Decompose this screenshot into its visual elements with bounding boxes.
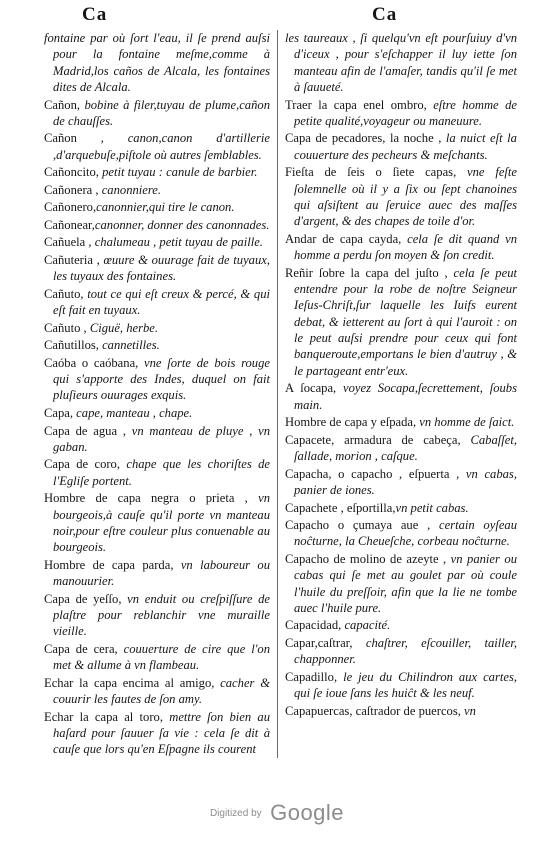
entry-definition: vn laboureur ou manouurier. <box>53 557 270 589</box>
entry-definition: cela ſe dit quand vn homme a perdu ſon moyen & ſon credit. <box>294 231 517 263</box>
entry-definition: chalumeau , petit tuyau de paille. <box>91 235 263 250</box>
entry-definition: le jeu du Chilindron aux cartes, qui ſe ioue ſans les huiĉt & les neuf. <box>294 669 517 701</box>
entry-headword: Capa de pecadores, la noche , <box>285 131 442 146</box>
dictionary-entry <box>285 164 517 229</box>
entry-headword: Capacho de molino de azeyte , <box>285 551 447 566</box>
dictionary-entry <box>44 182 270 198</box>
entry-definition: voyez Socapa,ſecrettement, ſoubs main. <box>294 381 518 412</box>
entry-headword: Capa de coro, <box>44 457 121 472</box>
entry-headword: Capacidad, <box>285 618 342 633</box>
dictionary-entry <box>44 252 270 285</box>
dictionary-entry <box>285 551 517 616</box>
entry-headword: Reñir ſobre la capa del juſto , <box>285 265 448 280</box>
dictionary-entry <box>285 231 517 264</box>
entry-headword: Capachete , eſportilla, <box>285 500 396 515</box>
entry-headword: Capa, <box>44 406 74 420</box>
dictionary-entry <box>285 130 517 163</box>
google-wordmark: Google <box>270 800 345 825</box>
dictionary-entry <box>44 456 270 489</box>
entry-definition: cannetilles. <box>98 338 160 353</box>
entry-definition: cape, manteau , chape. <box>73 406 193 420</box>
entry-definition: capacité. <box>341 618 391 633</box>
entry-definition: canonner, donner des canonnades. <box>94 217 270 232</box>
entry-headword: Echar la capa al toro, <box>44 709 163 724</box>
entry-headword: Capadillo, <box>285 669 338 684</box>
entry-definition: la nuict eſt la couuerture des pecheurs & meſchants. <box>294 131 517 162</box>
entry-headword: Hombre de capa negra o prieta , <box>44 491 248 506</box>
entry-definition: canon,canon d'artillerie ,d'arquebuſe,piſtole où autres ſemblables. <box>53 131 271 162</box>
dictionary-entry <box>44 234 270 250</box>
entry-headword: Hombre de capa y eſpada, <box>285 415 417 430</box>
entry-headword: Capapuercas, caſtrador de puercos, <box>285 703 461 718</box>
entry-headword: Capa de agua , <box>44 423 126 438</box>
entry-definition: tout ce qui eſt creux & percé, & qui eſt fait en tuyaux. <box>53 286 270 318</box>
digitized-by-label: Digitized by <box>209 807 262 819</box>
dictionary-entry <box>285 265 517 379</box>
entry-definition: canonnier,qui tire le canon. <box>96 200 235 215</box>
dictionary-entry <box>44 709 270 758</box>
entry-definition: fontaine par où ſort l'eau, il ſe prend auſsi pour la fontaine meſme,comme à Madrid,los caños de Alcala, les fontaines dites de Alcala. <box>44 31 270 95</box>
entry-definition: vn bourgeois,à cauſe qu'il porte vn manteau noir,pour eſtre couleur plus conuenable au bourgeois. <box>53 491 270 555</box>
entry-headword: Capa de yeſſo, <box>44 591 122 606</box>
dictionary-entry <box>44 130 270 163</box>
entry-headword: Cañoncito, <box>44 165 99 180</box>
entry-headword: Hombre de capa parda, <box>44 557 174 572</box>
entry-headword: Capa de cera, <box>44 641 118 656</box>
entry-definition: vn petit cabas. <box>395 500 469 515</box>
dictionary-entry <box>285 380 517 413</box>
dictionary-entry <box>44 557 270 590</box>
dictionary-entry <box>285 432 517 465</box>
entry-definition: cela ſe peut entendre pour la robe de noſtre Seigneur Ieſus-Chriſt,ſur laquelle les Iuifs eurent debat, & ietterent au ſort à qui l'auroit : on le peut auſsi prendre pour ceux qui font banqueroute,emportans le bien d'autruy , & le partageant entr'eux. <box>294 265 517 378</box>
dictionary-entry <box>285 500 517 516</box>
dictionary-entry <box>44 675 270 708</box>
column-divider <box>277 30 278 758</box>
entry-headword: Cañuteria , <box>44 252 100 267</box>
dictionary-entry <box>44 591 270 640</box>
entry-definition: bobine à filer,tuyau de plume,cañon de chauſſes. <box>53 97 270 128</box>
entry-headword: Cañonera , <box>44 182 99 197</box>
entry-definition: vne feſte ſolemnelle où il y a ſix ou ſept chanoines qui aſsiſtent au ſeruice auec des maſſes d'argent, & des chapes de toile d'or. <box>294 165 517 229</box>
entry-headword: Cañuela , <box>44 235 92 250</box>
dictionary-entry <box>44 641 270 674</box>
dictionary-entry <box>285 669 517 702</box>
entry-definition: mettre ſon bien au haſard pour ſauuer ſa vie : cela ſe dit à cauſe que lors qu'en Eſpagne ils courent <box>53 709 270 757</box>
dictionary-entry <box>285 414 517 430</box>
dictionary-entry <box>44 217 270 233</box>
dictionary-entry <box>44 405 270 421</box>
entry-headword: Caóba o caóbana, <box>44 355 139 370</box>
entry-definition: chape que les choriſtes de l'Egliſe portent. <box>53 457 270 488</box>
digitization-footer <box>0 800 554 826</box>
entry-definition: chaſtrer, eſcouiller, tailler, chapponner. <box>294 636 517 667</box>
dictionary-entry <box>285 635 517 668</box>
entry-definition: cacher & couurir les fautes de ſon amy. <box>53 675 270 707</box>
dictionary-entry <box>44 355 270 404</box>
entry-definition: Cabaſſet, ſallade, morion , caſque. <box>294 432 517 464</box>
dictionary-entry <box>44 97 270 130</box>
entry-definition: vn <box>460 703 476 718</box>
dictionary-entry <box>285 30 517 95</box>
entry-definition: Ciguë, herbe. <box>86 320 159 335</box>
entry-headword: Cañon, <box>44 97 81 112</box>
entry-headword: Traer la capa enel ombro, <box>285 97 427 112</box>
entry-definition: eſtre homme de petite qualité,voyageur ou maneuure. <box>294 97 517 128</box>
dictionary-entry <box>44 490 270 555</box>
running-head-left: Ca <box>82 4 108 25</box>
entry-definition: vn panier ou cabas qui ſe met au goulet par où coule l'huile du preſſoir, afin que la lie ne tombe auec l'huile pure. <box>294 551 517 615</box>
running-head-right: Ca <box>372 4 398 25</box>
entry-definition: vn manteau de pluye , vn gaban. <box>53 423 270 454</box>
entry-definition: petit tuyau : canule de barbier. <box>98 165 258 180</box>
entry-definition: vne ſorte de bois rouge qui s'apporte des Indes, duquel on fait pluſieurs ouurages exquis. <box>53 355 270 403</box>
entry-headword: Fieſta de ſeis o ſiete capas, <box>285 165 457 180</box>
entry-headword: Cañon , <box>44 131 104 146</box>
dictionary-entry <box>44 286 270 319</box>
dictionary-entry <box>44 423 270 456</box>
entry-definition: vn enduit ou creſpiſſure de plaſtre pour reblanchir vne muraille vieille. <box>53 591 270 639</box>
entry-headword: Capacho o çumaya aue , <box>285 518 431 533</box>
dictionary-entry <box>44 164 270 180</box>
dictionary-entry <box>285 617 517 633</box>
entry-definition: vn cabas, panier de iones. <box>294 466 517 497</box>
dictionary-entry <box>285 466 517 499</box>
entry-headword: Capar,caſtrar, <box>285 636 353 650</box>
right-column <box>285 30 517 720</box>
entry-headword: Cañuto , <box>44 320 87 335</box>
entry-definition: vn homme de ſaict. <box>416 415 515 430</box>
dictionary-entry <box>44 30 270 95</box>
entry-headword: Capacete, armadura de cabeça, <box>285 432 461 447</box>
dictionary-entry <box>285 703 517 719</box>
entry-headword: Capacha, o capacho , eſpuerta , <box>285 466 460 481</box>
dictionary-entry <box>44 320 270 336</box>
entry-headword: Cañonear, <box>44 217 95 232</box>
left-column <box>44 30 270 759</box>
dictionary-entry <box>44 199 270 215</box>
entry-headword: A ſocapa, <box>285 381 337 396</box>
dictionary-entry <box>44 337 270 353</box>
entry-headword: Echar la capa encima al amigo, <box>44 675 215 690</box>
entry-definition: certain oyſeau noĉturne, la Cheueſche, corbeau noĉturne. <box>294 518 517 549</box>
entry-headword: Cañuto, <box>44 286 84 301</box>
dictionary-entry <box>285 97 517 130</box>
entry-headword: Cañonero, <box>44 200 97 215</box>
entry-definition: les taureaux , ſi quelqu'vn eſt pourſuiuy d'vn d'iceux , pour s'eſchapper il luy iette ſon manteau afin de l'amaſer, tandis qu'il ſe met à ſauueté. <box>285 31 517 95</box>
entry-definition: couuerture de cire que l'on met & allume à vn flambeau. <box>53 641 270 673</box>
entry-definition: canonniere. <box>98 182 162 197</box>
entry-headword: Andar de capa cayda, <box>285 231 402 246</box>
dictionary-entry <box>285 517 517 550</box>
entry-definition: œuure & ouurage fait de tuyaux, les tuyaux des fontaines. <box>53 252 270 284</box>
entry-headword: Cañutillos, <box>44 338 99 353</box>
